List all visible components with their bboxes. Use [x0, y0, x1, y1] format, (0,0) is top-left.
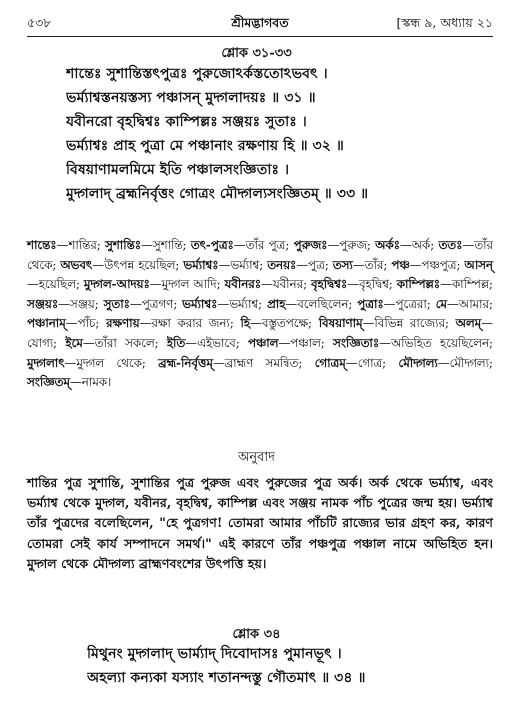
- synonym-word: অভবৎ: [60, 257, 93, 272]
- synonym-word: ভর্ম্যাশ্বঃ: [182, 296, 218, 311]
- header-divider: [27, 36, 493, 37]
- verse-line: শান্তেঃ সুশান্তিস্তৎপুত্রঃ পুরুজোঽর্কস্ততোঽভবৎ ।: [66, 66, 328, 82]
- synonym-word: আসন্: [464, 257, 493, 272]
- book-title: শ্রীমদ্ভাগবত: [231, 15, 289, 30]
- synonym-word: ততঃ: [438, 238, 463, 252]
- synonym-meaning: রক্ষা করার জন্য: [151, 316, 230, 331]
- synonym-meaning: হয়েছিল: [38, 277, 76, 292]
- synonym-word: হি: [240, 316, 251, 331]
- synonym-word: পুত্রাঃ: [357, 296, 384, 311]
- synonym-meaning: সুশান্তি: [152, 238, 183, 252]
- translation-heading: অনুবাদ: [238, 450, 275, 465]
- synonym-meaning: ভর্ম্যাশ্ব: [230, 257, 260, 272]
- synonym-meaning: পঞ্চপুত্র: [421, 257, 457, 272]
- chapter-reference: [স্কন্ধ ৯, অধ্যায় ২১: [396, 15, 493, 30]
- synonym-word: কাম্পিল্লঃ: [396, 277, 441, 292]
- verse-block-34: [87, 642, 507, 690]
- synonym-meaning: পুরুজ: [339, 238, 367, 252]
- synonym-meaning: যবীনর: [272, 277, 304, 292]
- synonym-meaning: মুদ্গল থেকে: [76, 355, 142, 370]
- synonym-word: সঞ্জয়ঃ: [27, 296, 59, 311]
- verse-line: মুদ্গলাদ্ ব্রহ্মনির্বৃত্তং গোত্রং মৌদ্গল্যসংজ্ঞিতম্ ॥ ৩৩ ॥: [66, 186, 369, 202]
- synonym-meaning: শান্তির: [68, 238, 97, 252]
- synonym-meaning: পাঁচ: [77, 316, 96, 331]
- synonym-meaning: তাঁর পুত্র: [245, 238, 286, 252]
- verse-line: ভর্ম্যাশ্বস্তনয়স্তস্য পঞ্চাসন্ মুদ্গলাদয়ঃ ॥ ৩১ ॥: [66, 90, 316, 106]
- synonym-meaning: এইভাবে: [197, 335, 236, 350]
- synonym-meaning: বলেছিলেন: [297, 296, 349, 311]
- page-number: ৫৩৮: [27, 15, 52, 30]
- synonym-meaning: নামক: [81, 375, 108, 390]
- synonym-word: মুদ্গল-আদয়ঃ: [83, 277, 150, 292]
- synonym-word: সুশান্তিঃ: [105, 238, 142, 252]
- synonym-word: অর্কঃ: [375, 238, 400, 252]
- synonym-meaning: বস্তুতপক্ষে: [261, 316, 309, 331]
- verse-line: বিষয়াণামলমিমে ইতি পঞ্চালসংজ্ঞিতাঃ ।: [66, 162, 290, 178]
- synonym-word: শান্তেঃ: [27, 238, 57, 252]
- translation-text: শান্তির পুত্র সুশান্তি, সুশান্তির পুত্র পুরুজ এবং পুরুজের পুত্র অর্ক। অর্ক থেকে ভর্ম্যাশ্ব, এবং ভর্ম্যাশ্ব থেকে মুদ্গল, যবীনর, বৃহদ্বিশ্ব, কাম্পিল্ল এবং সঞ্জয় নামক পাঁচ পুত্রের জন্ম হয়। ভর্ম্যাশ্ব তাঁর পুত্রদের বলেছিলেন, "হে পুত্রগণ! তোমরা আমার পাঁচটি রাজ্যের ভার গ্রহণ কর, কারণ তোমরা সেই কার্য সম্পাদনে সমর্থ।" এই কারণে তাঁর পঞ্চপুত্র পঞ্চাল নামে অভিহিত হন। মুদ্গল থেকে মৌদ্গল্য ব্রাহ্মণবংশের উৎপত্তি হয়।: [27, 475, 493, 571]
- synonym-meaning: যোগ্য: [27, 335, 54, 350]
- synonym-meaning: উৎপন্ন হয়েছিল: [104, 257, 176, 272]
- synonym-word: ব্রহ্ম-নির্বৃত্তম্: [158, 355, 213, 370]
- synonym-word: মে: [435, 296, 447, 311]
- synonym-meaning: অভিহিত হয়েছিলেন: [390, 335, 489, 350]
- synonym-word: পঞ্চ: [391, 257, 410, 272]
- synonym-word: পুরুজঃ: [293, 238, 328, 252]
- synonym-word: মুদ্গলাৎ: [27, 355, 65, 370]
- synonym-meaning: মৌদ্গল্য: [449, 355, 490, 370]
- synonym-meaning: ব্রাহ্মণ সমন্বিত: [224, 355, 299, 370]
- synonym-meaning: কাম্পিল্ল: [451, 277, 489, 292]
- verse-heading-31-33: শ্লোক ৩১-৩৩: [221, 46, 292, 61]
- synonym-word: রক্ষণায়: [106, 316, 140, 331]
- synonym-meaning: পুত্র: [308, 257, 325, 272]
- word-synonyms: শান্তেঃ—শান্তির; সুশান্তিঃ—সুশান্তি; তৎ-পুত্রঃ—তাঁর পুত্র; পুরুজঃ—পুরুজ; অর্কঃ—অর্ক; ততঃ—তাঁর থেকে; অভবৎ—উৎপন্ন হয়েছিল; ভর্ম্যাশ্বঃ—ভর্ম্যাশ্ব; তনয়ঃ—পুত্র; তস্য—তাঁর; পঞ্চ—পঞ্চপুত্র; আসন্—হয়েছিল; মুদ্গল-আদয়ঃ—মুদ্গল আদি; যবীনরঃ—যবীনর; বৃহদ্বিশ্বঃ—বৃহদ্বিশ্ব; কাম্পিল্লঃ—কাম্পিল্ল; সঞ্জয়ঃ—সঞ্জয়; সুতাঃ—পুত্রগণ; ভর্ম্যাশ্বঃ—ভর্ম্যাশ্ব; প্রাহ—বলেছিলেন; পুত্রাঃ—পুত্রেরা; মে—আমার; পঞ্চানাম্—পাঁচ; রক্ষণায়—রক্ষা করার জন্য; হি—বস্তুতপক্ষে; বিষয়াণাম্—বিভিন্ন রাজ্যের; অলম্—যোগ্য; ইমে—তাঁরা সকলে; ইতি—এইভাবে; পঞ্চাল—পঞ্চাল; সংজ্ঞিতাঃ—অভিহিত হয়েছিলেন; মুদ্গলাৎ—মুদ্গল থেকে; ব্রহ্ম-নির্বৃত্তম্—ব্রাহ্মণ সমন্বিত; গোত্রম্—গোত্র; মৌদ্গল্য—মৌদ্গল্য; সংজ্ঞিতম্—নামক।: [27, 238, 494, 390]
- page-header: [27, 12, 493, 34]
- synonym-meaning: সঞ্জয়: [69, 296, 95, 311]
- verse-line: অহল্যা কন্যকা যস্যাং শতানন্দস্তু গৌতমাৎ ॥ ৩৪ ॥: [87, 670, 366, 686]
- synonym-meaning: বিভিন্ন রাজ্যের: [374, 316, 446, 331]
- synonym-word: ইতি: [166, 335, 186, 350]
- synonym-word: সুতাঃ: [103, 296, 130, 311]
- synonym-meaning: তাঁর: [364, 257, 384, 272]
- synonym-meaning: আমার: [458, 296, 490, 311]
- verse-heading-34: শ্লোক ৩৪: [232, 627, 281, 642]
- synonym-word: তৎ-পুত্রঃ: [190, 238, 234, 252]
- verse-block-31-33: [66, 62, 496, 206]
- synonym-word: ভর্ম্যাশ্বঃ: [183, 257, 219, 272]
- synonym-meaning: পঞ্চাল: [290, 335, 321, 350]
- verse-line: যবীনরো বৃহদ্বিশ্বঃ কাম্পিল্লঃ সঞ্জয়ঃ সুতাঃ ।: [66, 114, 307, 130]
- synonym-meaning: বৃহদ্বিশ্ব: [358, 277, 389, 292]
- synonym-word: প্রাহ: [266, 296, 286, 311]
- verse-line: ভর্ম্যাশ্বঃ প্রাহ পুত্রা মে পঞ্চানাং রক্ষণায় হি ॥ ৩২ ॥: [66, 138, 344, 154]
- synonym-meaning: তাঁর থেকে: [27, 238, 493, 272]
- synonym-meaning: ভর্ম্যাশ্ব: [229, 296, 259, 311]
- synonym-word: যবীনরঃ: [224, 277, 262, 292]
- synonym-word: পঞ্চানাম্: [27, 316, 66, 331]
- synonym-word: সংজ্ঞিতম্: [27, 375, 70, 390]
- synonym-word: গোত্রম্: [314, 355, 346, 370]
- synonym-meaning: পুত্রগণ: [141, 296, 174, 311]
- synonym-word: পঞ্চাল: [247, 335, 279, 350]
- synonym-meaning: পুত্রেরা: [395, 296, 427, 311]
- synonym-word: তনয়ঃ: [267, 257, 297, 272]
- verse-line: মিথুনং মুদ্গলাদ্ ভার্ম্যাদ্ দিবোদাসঃ পুমানভূৎ ।: [87, 646, 342, 662]
- synonym-word: তস্য: [332, 257, 353, 272]
- synonym-meaning: মুদ্গল আদি: [161, 277, 217, 292]
- synonym-meaning: তাঁরা সকলে: [94, 335, 155, 350]
- synonym-meaning: গোত্র: [357, 355, 383, 370]
- synonym-word: বিষয়াণাম্: [318, 316, 363, 331]
- synonym-word: ইমে: [65, 335, 83, 350]
- synonym-word: বৃহদ্বিশ্বঃ: [310, 277, 348, 292]
- synonym-meaning: অর্ক: [411, 238, 431, 252]
- synonym-word: সংজ্ঞিতাঃ: [333, 335, 380, 350]
- synonym-word: মৌদ্গল্য: [398, 355, 438, 370]
- synonym-word: অলম্: [455, 316, 482, 331]
